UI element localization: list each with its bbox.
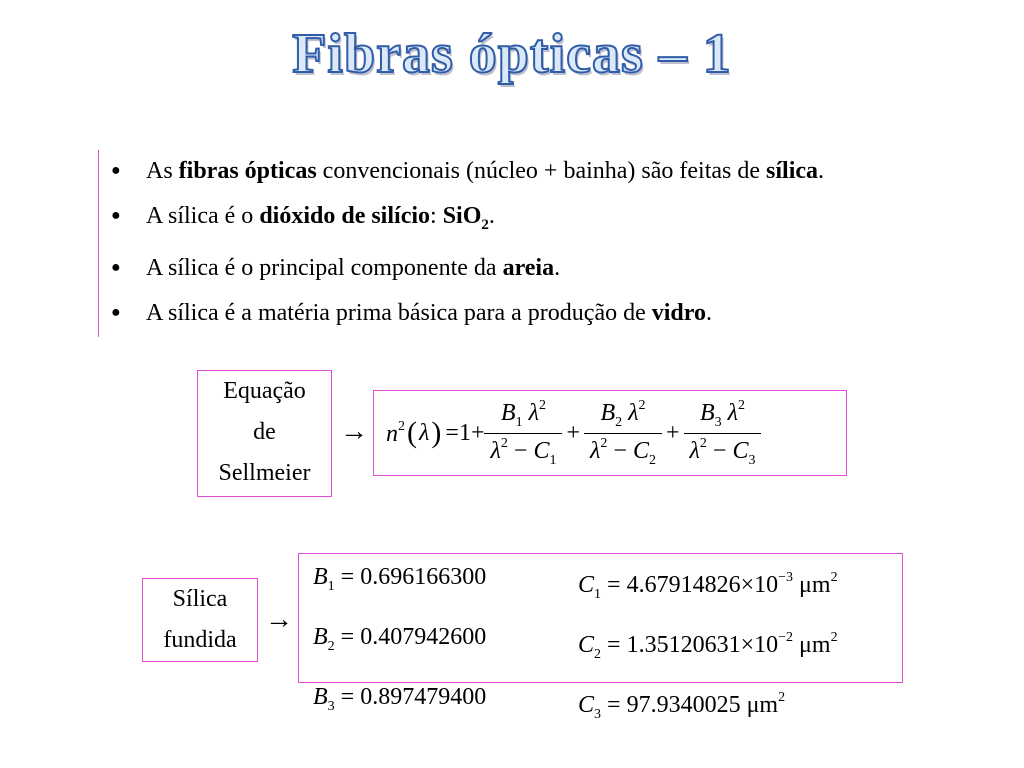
bullet-icon: ● — [111, 304, 121, 321]
list-item — [111, 195, 991, 247]
bullet-text: A sílica é o dióxido de silício: SiO$_2$. — [146, 203, 495, 233]
page-title: Fibras ópticas – 1 — [292, 23, 732, 85]
c3-value: 97.9340025 — [626, 692, 741, 718]
bullet-text: A sílica é a matéria prima básica para a produção de vidro. — [146, 300, 712, 326]
list-item — [111, 247, 991, 292]
arrow-icon: → — [340, 416, 368, 447]
coefficients-box — [298, 553, 903, 722]
list-item — [111, 150, 991, 195]
silica-label-box — [142, 578, 258, 662]
bullet-text: As fibras ópticas convencionais (núcleo + bainha) são feitas de sílica. — [146, 158, 825, 184]
b1-value: 0.696166300 — [360, 564, 487, 590]
c2-value: 1.35120631 — [626, 632, 741, 658]
sellmeier-label-line: Equação — [223, 378, 306, 404]
sellmeier-label-line: de — [253, 419, 276, 445]
bullet-icon: ● — [111, 259, 121, 276]
bullet-icon: ● — [111, 162, 121, 179]
sellmeier-label-box — [197, 370, 332, 497]
bullet-icon: ● — [111, 207, 121, 224]
sellmeier-label-line: Sellmeier — [218, 460, 311, 486]
arrow-icon: → — [265, 604, 293, 635]
coefficient-row: $B_2 = 0.407942600$ $C_2 = 1.35120631\times 10^{-2}$ $\mu m^2$ — [313, 624, 838, 662]
silica-label-line: fundida — [163, 627, 237, 653]
sellmeier-equation: $n^2$ ( λ ) =1+ $\frac{B_1 \lambda^2}{\lambda^2 - C_1}$ + $\frac{B_2 \lambda^2}{\lambda^2 - C_2}$ + $\frac{B_3 \lambda^2}{\lambda^2 - C_3}$ — [386, 397, 761, 469]
silica-label-line: Sílica — [172, 586, 228, 612]
b3-value: 0.897479400 — [360, 684, 487, 710]
coefficient-row: $B_3 = 0.897479400$ $C_3 = 97.9340025$ $\mu m^2$ — [313, 684, 786, 722]
bullet-text: A sílica é o principal componente da areia. — [146, 255, 561, 281]
bullet-list — [98, 150, 991, 337]
sellmeier-equation-box — [373, 390, 847, 476]
list-item — [111, 292, 991, 337]
coefficient-row: $B_1 = 0.696166300$ $C_1 = 4.67914826\times 10^{-3}$ $\mu m^2$ — [313, 564, 838, 602]
c1-value: 4.67914826 — [626, 572, 741, 598]
b2-value: 0.407942600 — [360, 624, 487, 650]
coefficients-table — [313, 556, 838, 736]
